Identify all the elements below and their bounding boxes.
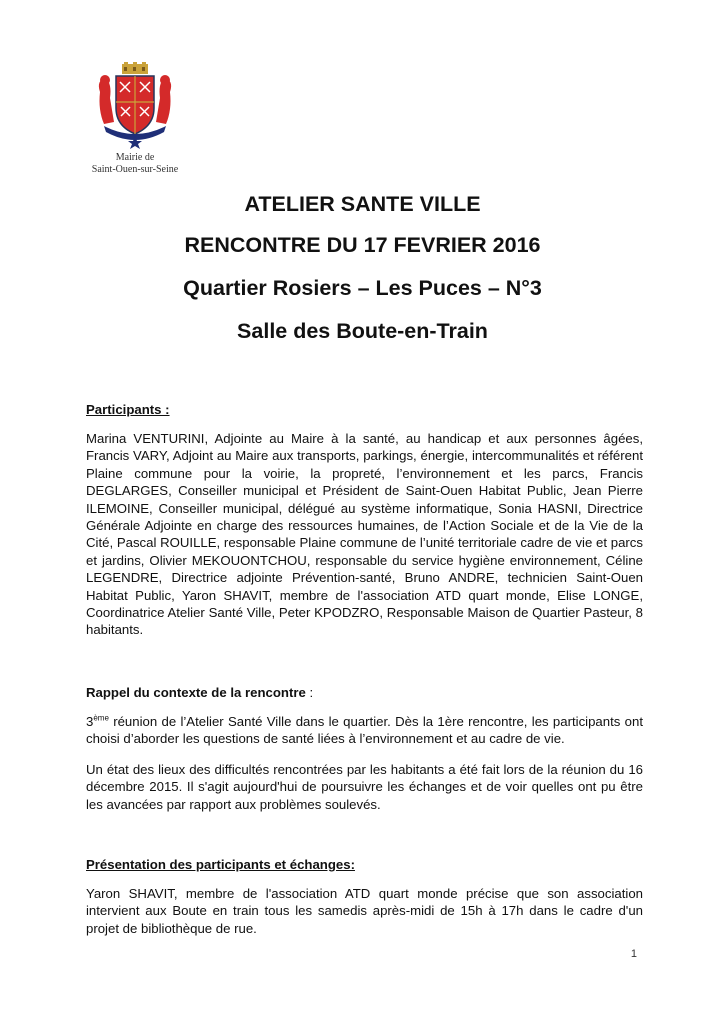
title-line-1: ATELIER SANTE VILLE — [244, 192, 481, 216]
context-paragraph-1 — [86, 713, 643, 748]
context-heading-block — [86, 684, 643, 701]
context-paragraph-2: Un état des lieux des difficultés rencontrées par les habitants a été fait lors de la réunion du 16 décembre 2015. Il s'agit aujourd'hui de poursuivre les échanges et de voir quelles ont pu être les avancées par rapport aux problèmes soulevés. — [86, 762, 643, 812]
presentation-paragraph-1: Yaron SHAVIT, membre de l'association ATD quart monde précise que son association intervient aux Boute en train tous les samedis après-midi de 15h à 17h dans le cadre d'un projet de bibliothèque de rue. — [86, 886, 643, 936]
context-heading-suffix: : — [305, 685, 314, 700]
title-line-3: Quartier Rosiers – Les Puces – N°3 — [183, 276, 542, 300]
title-line-2: RENCONTRE DU 17 FEVRIER 2016 — [184, 233, 541, 257]
participants-heading: Participants : — [86, 402, 170, 417]
meeting-number: 3 — [86, 714, 94, 729]
presentation-heading-block — [86, 856, 643, 873]
participants-paragraph: Marina VENTURINI, Adjointe au Maire à la santé, au handicap et aux personnes âgées, Francis VARY, Adjoint au Maire aux transports, parkings, énergie, intercommunalités et référent Plaine commune pour la voirie, la propreté, l’environnement et les parcs, Francis DEGLARGES, Conseiller municipal et Président de Saint-Ouen Habitat Public, Jean Pierre ILEMOINE, Conseiller municipal, délégué au système informatique, Sonia HASNI, Directrice Générale Adjointe en charge des ressources humaines, de l’Action Sociale et de la Vie de la Cité, Pascal ROUILLE, responsable Plaine commune de l’unité territoriale cadre de vie et parcs et jardins, Olivier MEKOUONTCHOU, responsable du service hygiène environnement, Céline LEGENDRE, Directrice adjointe Prévention-santé, Bruno ANDRE, technicien Saint-Ouen Habitat Public, Yaron SHAVIT, membre de l'association ATD quart monde, Elise LONGE, Coordinatrice Atelier Santé Ville, Peter KPODZRO, Responsable Maison de Quartier Pasteur, 8 habitants. — [86, 431, 643, 638]
coat-of-arms-icon — [94, 62, 176, 150]
title-line-4: Salle des Boute-en-Train — [237, 319, 488, 343]
context-paragraph-1-text: réunion de l’Atelier Santé Ville dans le quartier. Dès la 1ère rencontre, les participants ont choisi d’aborder les questions de santé liées à l’environnement et au cadre de vie. — [86, 714, 643, 747]
city-logo — [90, 62, 180, 176]
page-number: 1 — [630, 948, 637, 960]
participants-heading-block — [86, 401, 643, 418]
presentation-heading: Présentation des participants et échanges: — [86, 857, 355, 872]
logo-caption-line1: Mairie de — [115, 152, 155, 163]
logo-caption-line2: Saint-Ouen-sur-Seine — [91, 164, 179, 175]
context-heading: Rappel du contexte de la rencontre — [86, 685, 306, 700]
meeting-number-suffix: ème — [93, 713, 109, 723]
